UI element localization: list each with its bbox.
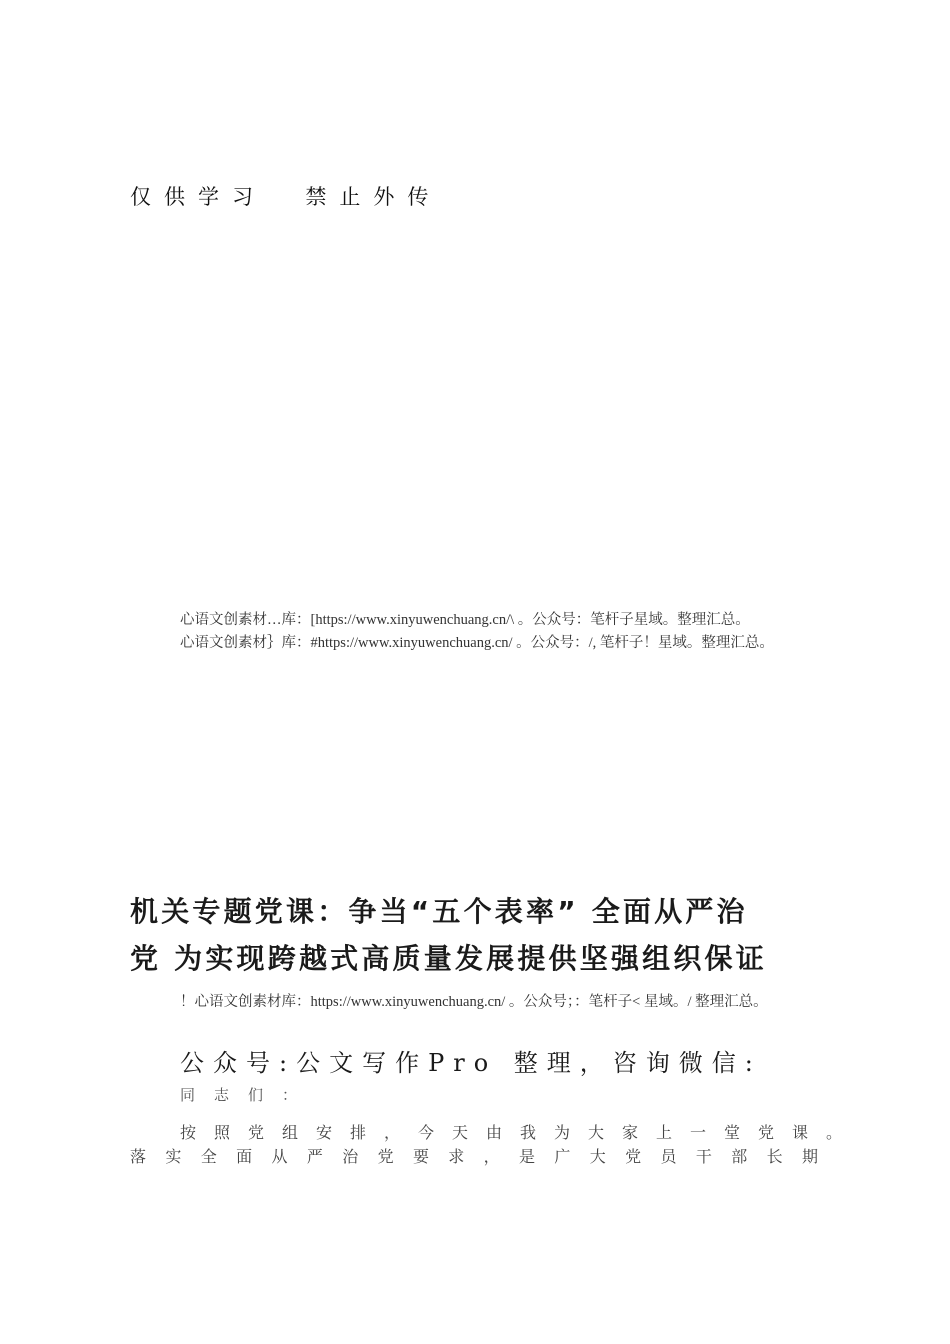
body-paragraph-line-2: 落实全面从严治党要求，是广大党员干部长期 (130, 1147, 818, 1166)
source-notes-top (130, 609, 835, 655)
source-notes-middle (130, 991, 835, 1014)
article-title (130, 888, 840, 982)
article-title-line-2: 党 为实现跨越式高质量发展提供坚强组织保证 (130, 942, 767, 975)
source-note-line-1: 心语文创素材…库：[https://www.xinyuwenchuang.cn/\ 。公众号：笔杆子星域。整理汇总。 (180, 612, 750, 628)
article-title-line-1: 机关专题党课：争当“五个表率” 全面从严治 (130, 895, 748, 928)
source-note-line-3: ！心语文创素材库：https://www.xinyuwenchuang.cn/ 。公众号；：笔杆子< 星域。/ 整理汇总。 (180, 994, 768, 1010)
greeting: 同志们： (180, 1086, 317, 1104)
source-note-line-2: 心语文创素材｝库：#https://www.xinyuwenchuang.cn/ 。公众号：/, 笔杆子！星域。整理汇总。 (180, 635, 774, 651)
body-paragraph-line-1: 按照党组安排，今天由我为大家上一堂党课。 (180, 1123, 842, 1142)
confidential-notice: 仅供学习 禁止外传 (130, 185, 442, 209)
publisher-line: 公众号:公文写作Pro 整理，咨询微信: (180, 1049, 762, 1077)
